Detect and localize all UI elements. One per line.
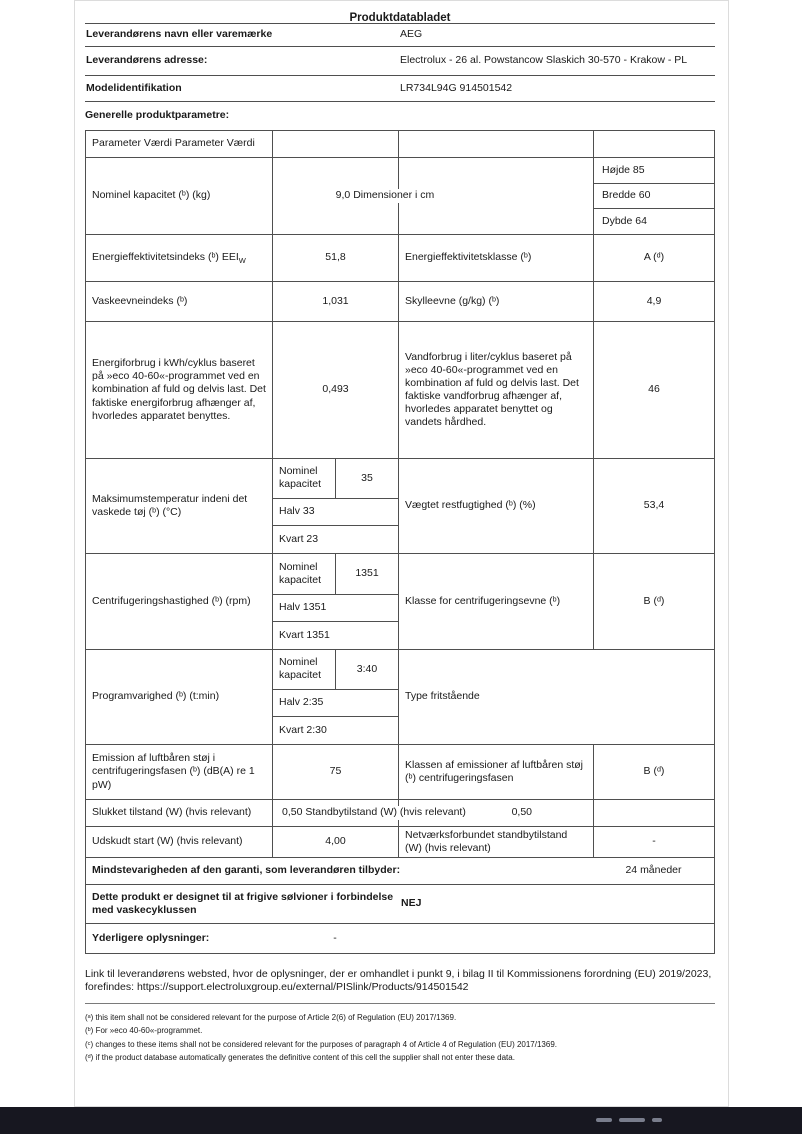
- warranty-value: 24 måneder: [625, 864, 682, 877]
- footnotes: [85, 1011, 715, 1064]
- supplier-address-label: Leverandørens adresse:: [86, 54, 208, 67]
- eei-subscript: W: [238, 255, 246, 265]
- silver-ions-row: [86, 884, 714, 923]
- energy-consumption-label: Energiforbrug i kWh/cyklus baseret på »eco 40-60«-programmet ved en kombination af fuld og delvis last. Det faktiske energiforbrug afhænger af, hvorledes apparatet benyttes.: [92, 357, 266, 422]
- eei-row: [86, 234, 714, 281]
- model-id-row: [85, 75, 715, 101]
- standby-value: 0,50: [509, 806, 535, 819]
- delay-start-label: Udskudt start (W) (hvis relevant): [92, 835, 243, 848]
- model-id-value: LR734L94G 914501542: [400, 81, 513, 94]
- model-id-label: Modelidentifikation: [86, 81, 182, 94]
- footnote-b: (ᵇ) For »eco 40-60«-programmet.: [85, 1026, 203, 1036]
- temp-nominal-value: 35: [335, 459, 398, 498]
- supplier-address-row: [85, 46, 715, 75]
- noise-class-label: Klassen af emissioner af luftbåren støj (ᵇ) centrifugeringsfasen: [398, 745, 593, 799]
- footer-bar: [0, 1107, 802, 1134]
- website-link-text: Link til leverandørens websted, hvor de oplysninger, der er omhandlet i punkt 9, i bilag II til Kommissionens forordning (EU) 2019/2023, forefindes:: [85, 968, 712, 994]
- footnote-d: (ᵈ) if the product database automatically generates the definitive content of this cell the supplier shall not enter these data.: [85, 1052, 515, 1062]
- capacity-value: 9,0: [335, 189, 351, 202]
- spin-speed-row: [86, 553, 714, 649]
- spin-class-label: Klasse for centrifugeringsevne (ᵇ): [398, 554, 593, 649]
- spin-subtable: [272, 554, 398, 649]
- silver-ions-label: Dette produkt er designet til at frigive sølvioner i forbindelse med vaskecyklussen: [92, 890, 394, 916]
- spin-speed-label: Centrifugeringshastighed (ᵇ) (rpm): [92, 594, 251, 607]
- website-link-paragraph: [85, 968, 715, 994]
- temp-quarter-value: Kvart 23: [273, 525, 398, 553]
- additional-info-value: -: [333, 931, 337, 944]
- additional-info-row: [86, 923, 714, 953]
- supplier-info-table: [85, 23, 715, 102]
- support-link[interactable]: https://support.electroluxgroup.eu/external/PISlink/Products/914501542: [136, 981, 469, 994]
- dimension-height: Højde 85: [602, 163, 645, 176]
- spin-half-value: Halv 1351: [273, 594, 398, 622]
- wash-index-row: [86, 281, 714, 321]
- duration-row: [86, 649, 714, 744]
- off-mode-row: [86, 799, 714, 826]
- parameters-table: [85, 130, 715, 954]
- wash-index-value: 1,031: [272, 282, 398, 321]
- eei-label: Energieffektivitetsindeks (ᵇ) $EEI_W$: [92, 250, 246, 265]
- capacity-value-cell: [272, 158, 593, 234]
- spin-quarter-value: Kvart 1351: [273, 621, 398, 649]
- temperature-label: Maksimumstemperatur indeni det vaskede tøj (ᵇ) (°C): [92, 492, 248, 518]
- duration-half-value: Halv 2:35: [273, 689, 398, 717]
- eei-value: 51,8: [272, 235, 398, 281]
- water-consumption-label: Vandforbrug i liter/cyklus baseret på »eco 40-60«-programmet ved en kombination af fuld og delvis last. Det faktiske vandforbrug afhænger af, hvorledes apparatet benyttet og vandets hårdhed.: [398, 322, 593, 458]
- off-mode-label: Slukket tilstand (W) (hvis relevant): [92, 806, 252, 819]
- page-title: Produktdatabladet: [349, 12, 451, 24]
- dimensions-cell: [593, 158, 714, 234]
- network-standby-label: Netværksforbundet standbytilstand (W) (hvis relevant): [398, 827, 593, 857]
- noise-label: Emission af luftbåren støj i centrifugeringsfasen (ᵇ) (dB(A) re 1 pW): [92, 752, 255, 791]
- duration-nominal-label: Nominel kapacitet: [279, 656, 322, 682]
- off-mode-value: 0,50: [282, 806, 303, 819]
- spin-class-value: B (ᵈ): [593, 554, 714, 649]
- footnote-a: (ᵃ) this item shall not be considered relevant for the purpose of Article 2(6) of Regulation (EU) 2017/1369.: [85, 1013, 457, 1023]
- type-label: Type fritstående: [398, 650, 714, 744]
- additional-info-label: Yderligere oplysninger:: [92, 931, 210, 944]
- humidity-label: Vægtet restfugtighed (ᵇ) (%): [398, 459, 593, 553]
- dimension-depth: Dybde 64: [594, 208, 714, 234]
- rinse-label: Skylleevne (g/kg) (ᵇ): [398, 282, 593, 321]
- duration-nominal-value: 3:40: [335, 650, 398, 689]
- energy-consumption-value: 0,493: [272, 322, 398, 458]
- warranty-label: Mindstevarigheden af den garanti, som leverandøren tilbyder:: [92, 864, 401, 877]
- temp-nominal-label: Nominel kapacitet: [279, 465, 322, 491]
- rinse-value: 4,9: [593, 282, 714, 321]
- dimensions-label: Dimensioner i cm: [353, 189, 435, 202]
- noise-value: 75: [272, 745, 398, 799]
- dimension-width: Bredde 60: [594, 183, 714, 209]
- temperature-row: [86, 458, 714, 553]
- standby-label: Standbytilstand (W) (hvis relevant): [305, 806, 466, 819]
- temp-half-value: Halv 33: [273, 498, 398, 526]
- general-parameters-header: Generelle produktparametre:: [85, 109, 230, 122]
- supplier-address-value: Electrolux - 26 al. Powstancow Slaskich 30-570 - Krakow - PL: [400, 54, 688, 67]
- spin-nominal-value: 1351: [335, 554, 398, 594]
- network-standby-value: -: [593, 827, 714, 857]
- energy-class-value: A (ᵈ): [593, 235, 714, 281]
- water-consumption-value: 46: [593, 322, 714, 458]
- footnote-c: (ᶜ) changes to these items shall not be considered relevant for the purposes of paragraph 4 of Article 4 of Regulation (EU) 2017/1369.: [85, 1039, 557, 1049]
- energy-consumption-row: [86, 321, 714, 458]
- energy-class-label: Energieffektivitetsklasse (ᵇ): [398, 235, 593, 281]
- silver-ions-value: NEJ: [401, 897, 422, 910]
- delay-start-row: [86, 826, 714, 857]
- supplier-name-label: Leverandørens navn eller varemærke: [86, 28, 273, 41]
- wash-index-label: Vaskeevneindeks (ᵇ): [92, 294, 188, 307]
- noise-row: [86, 744, 714, 799]
- capacity-row: [86, 157, 714, 234]
- footnote-divider: [85, 1003, 715, 1004]
- spin-nominal-label: Nominel kapacitet: [279, 560, 322, 586]
- document-content: [85, 0, 715, 1064]
- humidity-value: 53,4: [593, 459, 714, 553]
- footer-marks: [596, 1118, 662, 1122]
- noise-class-value: B (ᵈ): [593, 745, 714, 799]
- param-header-label: Parameter Værdi Parameter Værdi: [92, 137, 255, 150]
- duration-quarter-value: Kvart 2:30: [273, 716, 398, 744]
- warranty-row: [86, 857, 714, 884]
- temperature-subtable: [272, 459, 398, 553]
- supplier-name-row: [85, 23, 715, 46]
- off-mode-merged-cell: [272, 800, 593, 826]
- param-header-row: [86, 131, 714, 157]
- supplier-name-value: AEG: [400, 28, 423, 41]
- capacity-label: Nominel kapacitet (ᵇ) (kg): [92, 189, 211, 202]
- delay-start-value: 4,00: [272, 827, 398, 857]
- duration-label: Programvarighed (ᵇ) (t:min): [92, 690, 220, 703]
- duration-subtable: [272, 650, 398, 744]
